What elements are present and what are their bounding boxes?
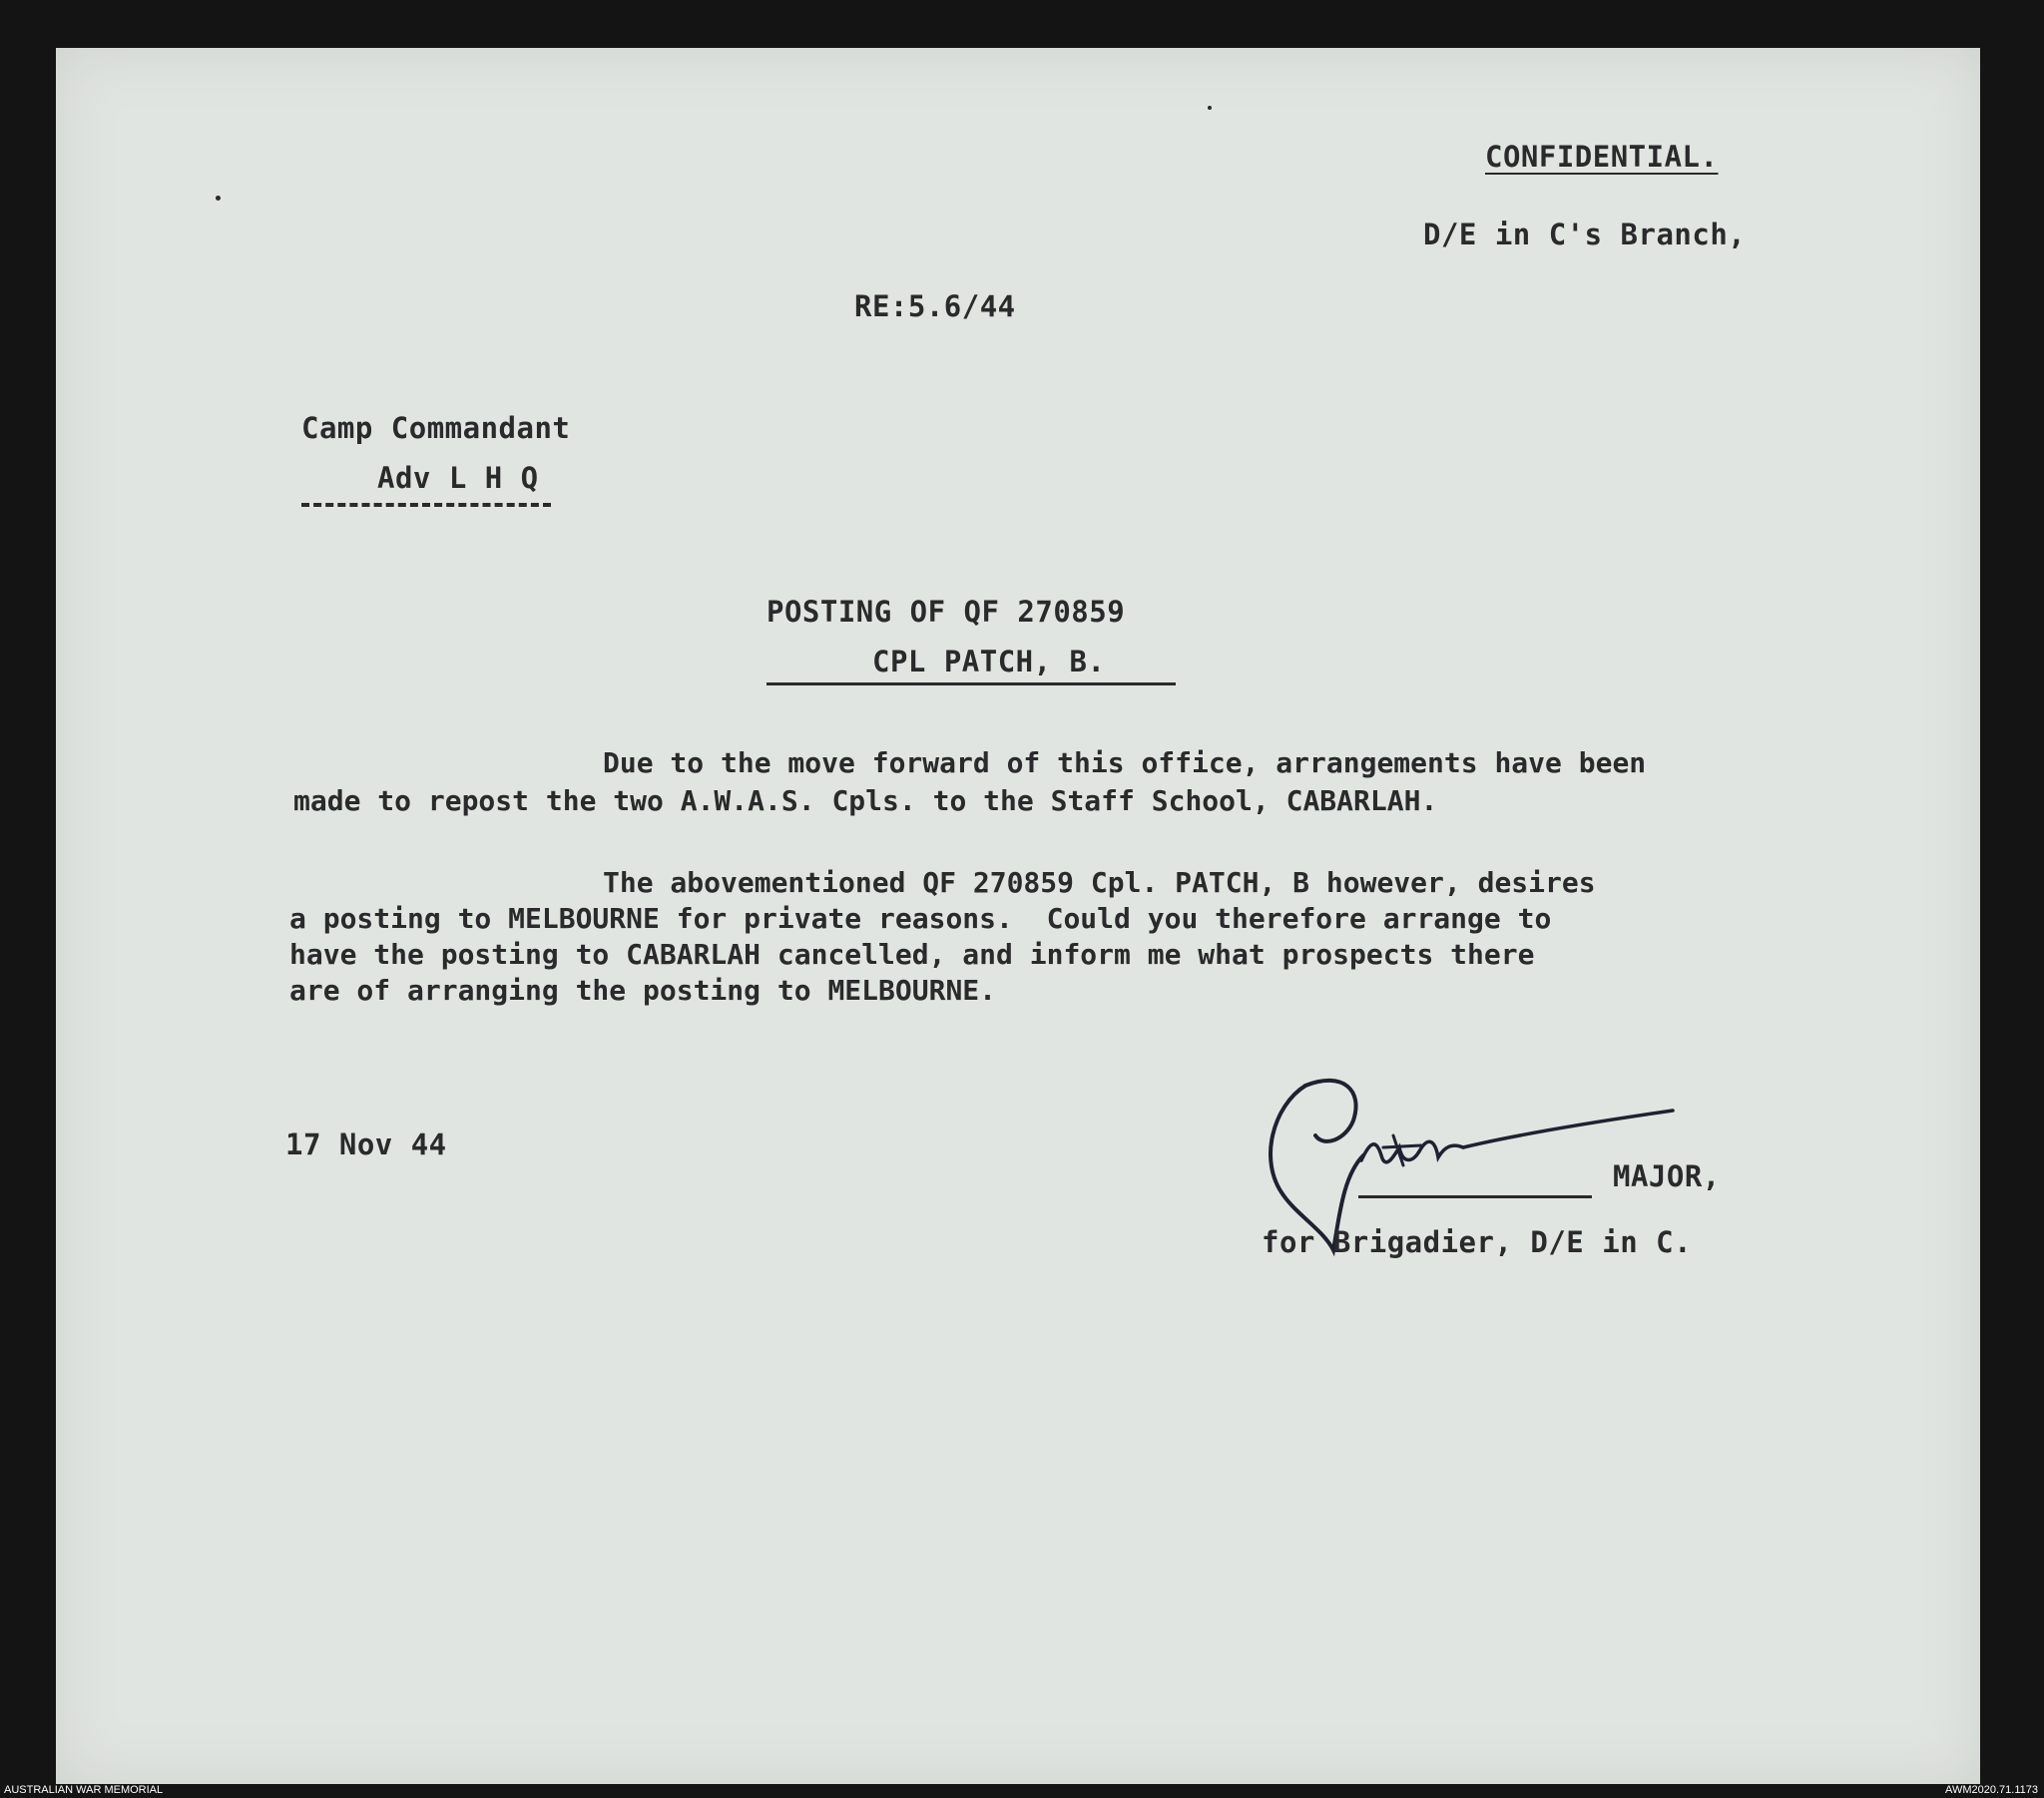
paper-mark [216,196,221,201]
reference-number: RE:5.6/44 [854,289,1016,323]
body-paragraph-1-line: made to repost the two A.W.A.S. Cpls. to the Staff School, CABARLAH. [293,784,1438,817]
archive-item-number: AWM2020.71.1173 [1945,1784,2038,1796]
body-paragraph-2-line: The abovementioned QF 270859 Cpl. PATCH, B however, desires [603,866,1596,899]
body-paragraph-1-line: Due to the move forward of this office, arrangements have been [603,746,1647,779]
signatory-for-line: for Brigadier, D/E in C. [1262,1225,1693,1259]
archive-credit: AUSTRALIAN WAR MEMORIAL [4,1784,164,1796]
addressee-line-1: Camp Commandant [301,411,571,445]
body-paragraph-2-line: a posting to MELBOURNE for private reasons. Could you therefore arrange to [289,902,1552,935]
addressee-line-2: Adv L H Q [377,461,539,495]
subject-line-1: POSTING OF QF 270859 [766,595,1126,629]
signature-line [1358,1195,1592,1198]
signatory-rank: MAJOR, [1613,1159,1721,1193]
body-paragraph-2-line: are of arranging the posting to MELBOURNE. [289,974,997,1007]
classification-heading: CONFIDENTIAL. [1485,140,1719,174]
subject-underline [766,682,1176,685]
branch-line: D/E in C's Branch, [1423,218,1747,251]
document-page [56,48,1980,1784]
paper-mark [1208,106,1212,110]
document-date: 17 Nov 44 [285,1127,447,1161]
subject-line-2: CPL PATCH, B. [872,645,1106,678]
body-paragraph-2-line: have the posting to CABARLAH cancelled, and inform me what prospects there [289,938,1535,971]
addressee-dashed-rule [301,503,551,507]
